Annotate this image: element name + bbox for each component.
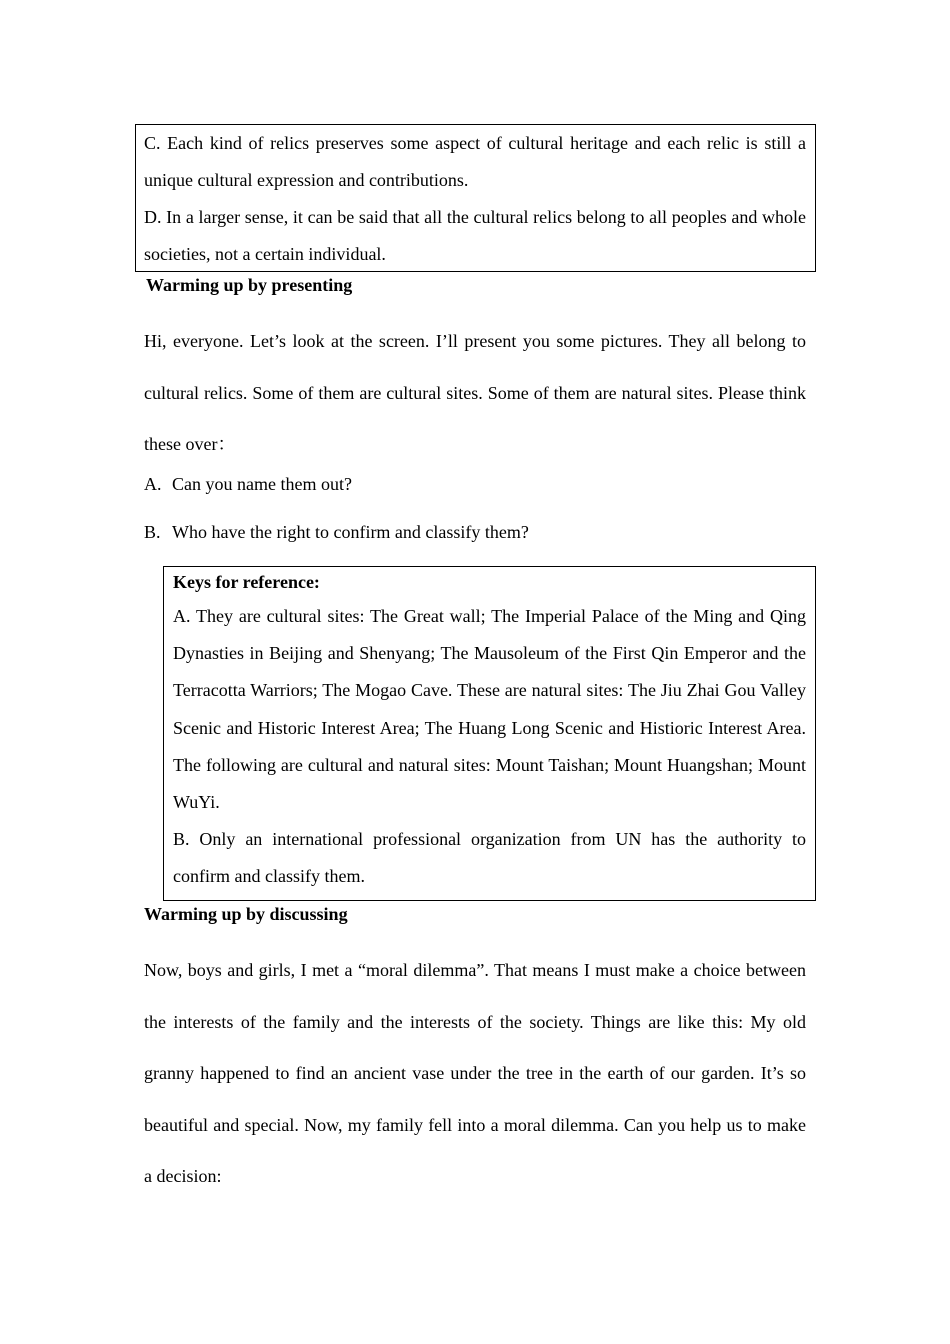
question-b <box>144 520 529 544</box>
keys-heading: Keys for reference: <box>173 572 320 592</box>
section-heading-presenting: Warming up by presenting <box>146 275 353 295</box>
keys-answer-b: B. Only an international professional organization from UN has the authority to confirm and classify them. <box>173 829 806 887</box>
question-b-marker: B. <box>144 522 161 542</box>
option-d-text: D. In a larger sense, it can be said that all the cultural relics belong to all peoples and whole societies, not a certain individual. <box>144 207 806 264</box>
keys-for-reference-box <box>163 566 816 901</box>
question-b-text: Who have the right to confirm and classify them? <box>172 522 529 542</box>
option-c-text: C. Each kind of relics preserves some aspect of cultural heritage and each relic is still a unique cultural expression and contributions. <box>144 133 806 190</box>
relics-options-box <box>135 124 816 272</box>
question-a <box>144 472 352 496</box>
question-a-marker: A. <box>144 474 162 494</box>
presenting-paragraph: Hi, everyone. Let’s look at the screen. I’ll present you some pictures. They all belong to cultural relics. Some of them are cultural sites. Some of them are natural sites. Please think these over： <box>144 331 806 455</box>
question-a-text: Can you name them out? <box>172 474 352 494</box>
section-heading-discussing: Warming up by discussing <box>144 904 348 924</box>
discussing-paragraph: Now, boys and girls, I met a “moral dilemma”. That means I must make a choice between the interests of the family and the interests of the society. Things are like this: My old granny happened to find an ancient vase under the tree in the earth of our garden. It’s so beautiful and special. Now, my family fell into a moral dilemma. Can you help us to make a decision: <box>144 960 806 1187</box>
keys-answer-a: A. They are cultural sites: The Great wall; The Imperial Palace of the Ming and Qing Dynasties in Beijing and Shenyang; The Mausoleum of the First Qin Emperor and the Terracotta Warriors; The Mogao Cave. These are natural sites: The Jiu Zhai Gou Valley Scenic and Historic Interest Area; The Huang Long Scenic and Histioric Interest Area. The following are cultural and natural sites: Mount Taishan; Mount Huangshan; Mount WuYi. <box>173 606 806 813</box>
